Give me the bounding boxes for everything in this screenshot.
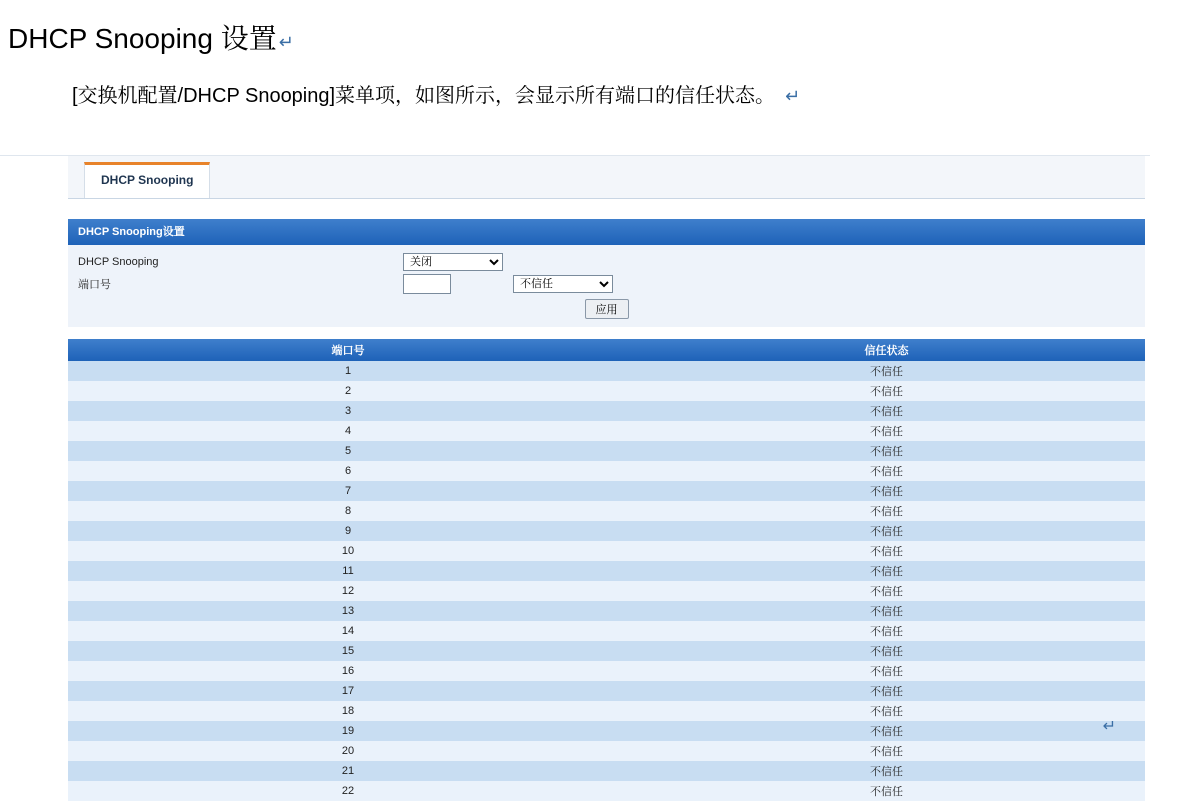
intro-paragraph xyxy=(0,56,1200,110)
table-row xyxy=(68,761,1145,781)
table-row xyxy=(68,581,1145,601)
table-row xyxy=(68,521,1145,541)
cell-port-number: 21 xyxy=(68,761,628,781)
cell-trust-state: 不信任 xyxy=(628,421,1145,441)
table-row xyxy=(68,721,1145,741)
cell-port-number: 7 xyxy=(68,481,628,501)
table-body xyxy=(68,361,1145,801)
cell-trust-state: 不信任 xyxy=(628,461,1145,481)
cell-trust-state: 不信任 xyxy=(628,361,1145,381)
table-row xyxy=(68,361,1145,381)
cell-port-number: 2 xyxy=(68,381,628,401)
apply-button[interactable]: 应用 xyxy=(585,299,629,319)
cell-port-number: 5 xyxy=(68,441,628,461)
table-row xyxy=(68,601,1145,621)
cell-trust-state: 不信任 xyxy=(628,521,1145,541)
page-title-text: DHCP Snooping 设置 xyxy=(8,23,277,54)
table-row xyxy=(68,561,1145,581)
section-header-label: DHCP Snooping设置 xyxy=(78,226,185,238)
apply-row xyxy=(68,295,1145,319)
table-row xyxy=(68,501,1145,521)
cell-trust-state: 不信任 xyxy=(628,481,1145,501)
cell-trust-state: 不信任 xyxy=(628,601,1145,621)
table-row xyxy=(68,781,1145,801)
dhcp-snooping-select[interactable] xyxy=(403,253,503,271)
cell-trust-state: 不信任 xyxy=(628,681,1145,701)
pilcrow-mark: ↵ xyxy=(1102,718,1116,735)
column-header-port: 端口号 xyxy=(68,339,628,361)
form-row-enable xyxy=(68,251,1145,273)
cell-port-number: 4 xyxy=(68,421,628,441)
pilcrow-mark: ↵ xyxy=(278,32,294,52)
cell-trust-state: 不信任 xyxy=(628,741,1145,761)
table-row xyxy=(68,381,1145,401)
cell-trust-state: 不信任 xyxy=(628,381,1145,401)
column-header-trust: 信任状态 xyxy=(628,339,1145,361)
table-header-row xyxy=(68,339,1145,361)
cell-trust-state: 不信任 xyxy=(628,501,1145,521)
cell-port-number: 12 xyxy=(68,581,628,601)
port-number-label: 端口号 xyxy=(78,279,111,291)
trust-state-select[interactable] xyxy=(513,275,613,293)
cell-port-number: 20 xyxy=(68,741,628,761)
table-row xyxy=(68,541,1145,561)
cell-port-number: 8 xyxy=(68,501,628,521)
intro-paragraph-text: [交换机配置/DHCP Snooping]菜单项，如图所示，会显示所有端口的信任状态。 xyxy=(72,84,776,107)
cell-trust-state: 不信任 xyxy=(628,581,1145,601)
table-row xyxy=(68,481,1145,501)
cell-trust-state: 不信任 xyxy=(628,441,1145,461)
spacer xyxy=(68,199,1145,219)
cell-trust-state: 不信任 xyxy=(628,541,1145,561)
table-row xyxy=(68,441,1145,461)
table-row xyxy=(68,461,1145,481)
table-row xyxy=(68,641,1145,661)
spacer xyxy=(68,327,1145,339)
settings-form xyxy=(68,245,1145,327)
cell-trust-state: 不信任 xyxy=(628,661,1145,681)
dhcp-snooping-label: DHCP Snooping xyxy=(78,256,159,268)
cell-port-number: 9 xyxy=(68,521,628,541)
cell-port-number: 22 xyxy=(68,781,628,801)
table-row xyxy=(68,701,1145,721)
port-trust-table xyxy=(68,339,1145,801)
cell-port-number: 14 xyxy=(68,621,628,641)
cell-port-number: 3 xyxy=(68,401,628,421)
cell-trust-state: 不信任 xyxy=(628,761,1145,781)
table-row xyxy=(68,421,1145,441)
form-row-port xyxy=(68,273,1145,295)
switch-web-ui xyxy=(68,156,1145,801)
table-row xyxy=(68,741,1145,761)
page-title xyxy=(0,0,1200,56)
cell-trust-state: 不信任 xyxy=(628,621,1145,641)
cell-port-number: 18 xyxy=(68,701,628,721)
section-header xyxy=(68,219,1145,245)
table-row xyxy=(68,401,1145,421)
tab-label: DHCP Snooping xyxy=(101,173,194,187)
cell-port-number: 19 xyxy=(68,721,628,741)
cell-port-number: 6 xyxy=(68,461,628,481)
cell-trust-state: 不信任 xyxy=(628,561,1145,581)
cell-port-number: 13 xyxy=(68,601,628,621)
cell-port-number: 16 xyxy=(68,661,628,681)
cell-trust-state: 不信任 xyxy=(628,721,1145,741)
cell-trust-state: 不信任 xyxy=(628,641,1145,661)
tab-dhcp-snooping[interactable] xyxy=(84,162,210,198)
tab-bar xyxy=(68,156,1145,199)
port-number-input[interactable] xyxy=(403,274,451,294)
pilcrow-mark: ↵ xyxy=(785,85,801,106)
cell-trust-state: 不信任 xyxy=(628,781,1145,801)
cell-port-number: 10 xyxy=(68,541,628,561)
embedded-screenshot xyxy=(0,155,1150,798)
cell-port-number: 11 xyxy=(68,561,628,581)
table-row xyxy=(68,621,1145,641)
table-row xyxy=(68,661,1145,681)
table-row xyxy=(68,681,1145,701)
cell-port-number: 17 xyxy=(68,681,628,701)
cell-port-number: 1 xyxy=(68,361,628,381)
cell-port-number: 15 xyxy=(68,641,628,661)
cell-trust-state: 不信任 xyxy=(628,401,1145,421)
cell-trust-state: 不信任 xyxy=(628,701,1145,721)
